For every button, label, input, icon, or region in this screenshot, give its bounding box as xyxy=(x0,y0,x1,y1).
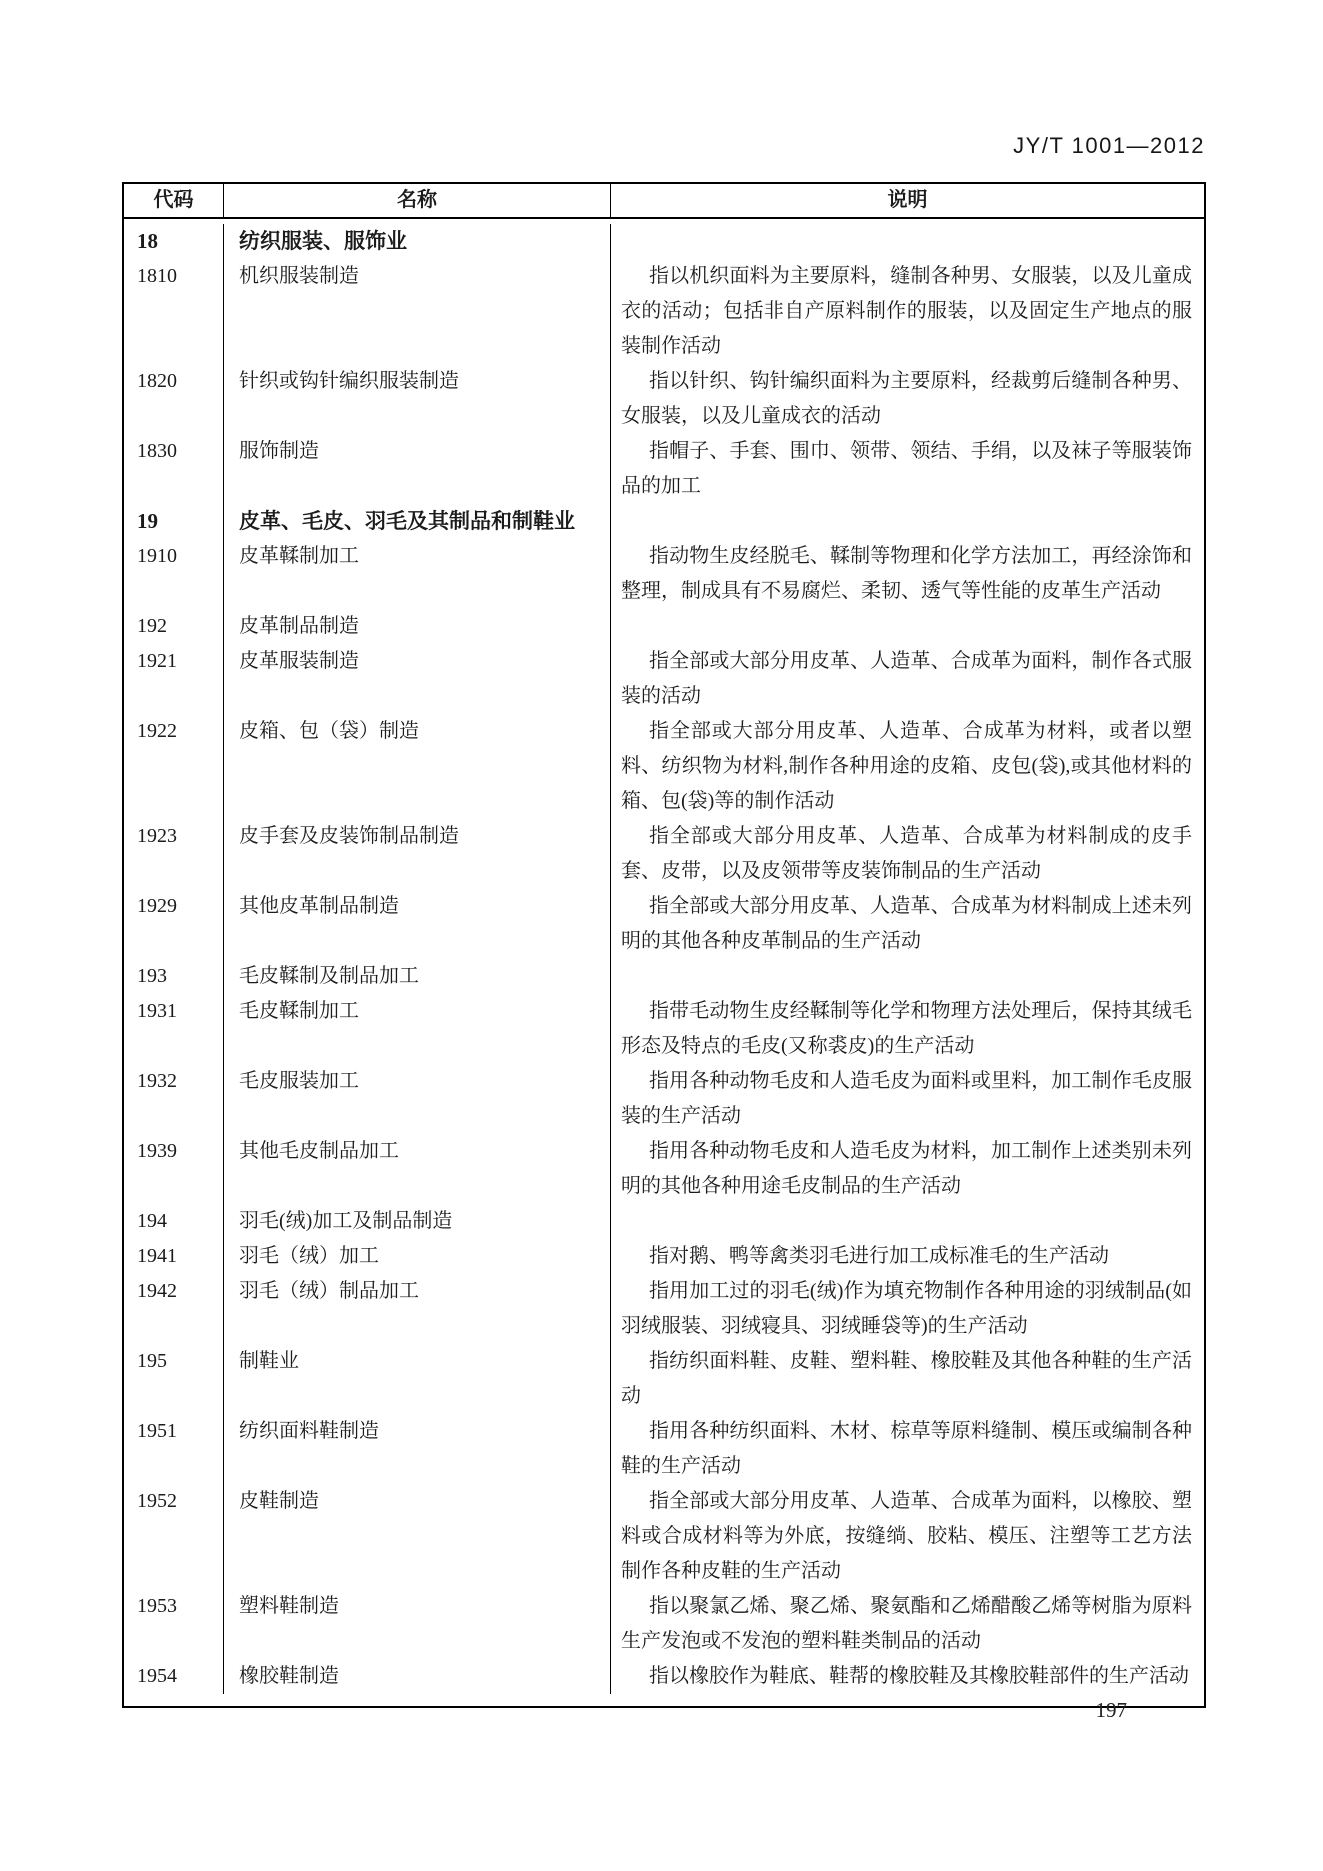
row-code: 1929 xyxy=(137,895,177,917)
table-body xyxy=(124,219,1204,1706)
table-row xyxy=(124,1659,1204,1694)
row-code: 18 xyxy=(137,229,158,253)
row-description-text: 指动物生皮经脱毛、鞣制等物理和化学方法加工，再经涂饰和整理，制成具有不易腐烂、柔韧、透气等性能的皮革生产活动 xyxy=(621,545,1192,602)
table-row xyxy=(124,609,1204,644)
row-description xyxy=(610,1484,1204,1589)
table-row xyxy=(124,1414,1204,1484)
table-row xyxy=(124,714,1204,819)
row-name: 皮鞋制造 xyxy=(223,1484,610,1589)
row-code: 1952 xyxy=(137,1490,177,1512)
row-name: 毛皮鞣制及制品加工 xyxy=(223,959,610,994)
standard-code-header: JY/T 1001—2012 xyxy=(1013,133,1205,158)
row-description xyxy=(610,994,1204,1064)
row-code: 19 xyxy=(137,509,158,533)
table-row xyxy=(124,504,1204,539)
row-name: 羽毛(绒)加工及制品制造 xyxy=(223,1204,610,1239)
row-description xyxy=(610,1239,1204,1274)
row-code: 1820 xyxy=(137,370,177,392)
row-code: 1923 xyxy=(137,825,177,847)
row-description xyxy=(610,1589,1204,1659)
table-row xyxy=(124,364,1204,434)
row-description xyxy=(610,364,1204,434)
row-description-text: 指以聚氯乙烯、聚乙烯、聚氨酯和乙烯醋酸乙烯等树脂为原料生产发泡或不发泡的塑料鞋类制品的活动 xyxy=(621,1595,1192,1652)
row-description-text: 指对鹅、鸭等禽类羽毛进行加工成标准毛的生产活动 xyxy=(649,1245,1109,1267)
row-name: 皮革服装制造 xyxy=(223,644,610,714)
row-description xyxy=(610,1659,1204,1694)
row-description xyxy=(610,1134,1204,1204)
row-code: 1910 xyxy=(137,545,177,567)
row-description-text: 指以针织、钩针编织面料为主要原料，经裁剪后缝制各种男、女服装，以及儿童成衣的活动 xyxy=(621,370,1192,427)
row-description xyxy=(610,609,1204,644)
table-row xyxy=(124,1589,1204,1659)
row-name: 羽毛（绒）制品加工 xyxy=(223,1274,610,1344)
table-row xyxy=(124,539,1204,609)
table-row xyxy=(124,224,1204,259)
row-code: 1951 xyxy=(137,1420,177,1442)
row-description xyxy=(610,1204,1204,1239)
row-code: 1941 xyxy=(137,1245,177,1267)
table-header-row xyxy=(124,184,1204,219)
row-name: 纺织服装、服饰业 xyxy=(223,224,610,259)
row-description-text: 指全部或大部分用皮革、人造革、合成革为材料制成的皮手套、皮带，以及皮领带等皮装饰制品的生产活动 xyxy=(621,825,1192,882)
row-name: 皮箱、包（袋）制造 xyxy=(223,714,610,819)
table-row xyxy=(124,644,1204,714)
table-row xyxy=(124,1064,1204,1134)
row-name: 其他毛皮制品加工 xyxy=(223,1134,610,1204)
column-header-description: 说明 xyxy=(610,184,1204,217)
page-number: 197 xyxy=(1095,1698,1127,1722)
table-row xyxy=(124,1204,1204,1239)
row-name: 羽毛（绒）加工 xyxy=(223,1239,610,1274)
row-code: 192 xyxy=(137,615,167,637)
row-description-text: 指用各种纺织面料、木材、棕草等原料缝制、模压或编制各种鞋的生产活动 xyxy=(621,1420,1192,1477)
row-code: 1931 xyxy=(137,1000,177,1022)
row-code: 1954 xyxy=(137,1665,177,1687)
row-description-text: 指用各种动物毛皮和人造毛皮为面料或里料，加工制作毛皮服装的生产活动 xyxy=(621,1070,1192,1127)
row-description xyxy=(610,224,1204,259)
row-name: 皮革鞣制加工 xyxy=(223,539,610,609)
row-code: 1932 xyxy=(137,1070,177,1092)
row-description xyxy=(610,434,1204,504)
row-name: 针织或钩针编织服装制造 xyxy=(223,364,610,434)
row-description xyxy=(610,1274,1204,1344)
row-description xyxy=(610,644,1204,714)
row-name: 皮手套及皮装饰制品制造 xyxy=(223,819,610,889)
row-description xyxy=(610,1414,1204,1484)
table-row xyxy=(124,1274,1204,1344)
table-row xyxy=(124,959,1204,994)
row-description-text: 指以橡胶作为鞋底、鞋帮的橡胶鞋及其橡胶鞋部件的生产活动 xyxy=(649,1665,1189,1687)
table-row xyxy=(124,1239,1204,1274)
row-description xyxy=(610,259,1204,364)
row-description xyxy=(610,889,1204,959)
row-description xyxy=(610,539,1204,609)
table-row xyxy=(124,819,1204,889)
table-row xyxy=(124,1134,1204,1204)
row-description-text: 指以机织面料为主要原料，缝制各种男、女服装，以及儿童成衣的活动；包括非自产原料制作的服装，以及固定生产地点的服装制作活动 xyxy=(621,265,1192,357)
row-name: 皮革制品制造 xyxy=(223,609,610,644)
table-row xyxy=(124,434,1204,504)
row-description-text: 指纺织面料鞋、皮鞋、塑料鞋、橡胶鞋及其他各种鞋的生产活动 xyxy=(621,1350,1192,1407)
row-description-text: 指帽子、手套、围巾、领带、领结、手绢，以及袜子等服装饰品的加工 xyxy=(621,440,1192,497)
row-description-text: 指用各种动物毛皮和人造毛皮为材料，加工制作上述类别未列明的其他各种用途毛皮制品的生产活动 xyxy=(621,1140,1192,1197)
row-description xyxy=(610,1064,1204,1134)
row-name: 服饰制造 xyxy=(223,434,610,504)
table-row xyxy=(124,889,1204,959)
row-name: 塑料鞋制造 xyxy=(223,1589,610,1659)
column-header-code: 代码 xyxy=(153,189,194,211)
row-description-text: 指全部或大部分用皮革、人造革、合成革为面料，制作各式服装的活动 xyxy=(621,650,1192,707)
column-header-name: 名称 xyxy=(223,184,610,217)
row-description xyxy=(610,959,1204,994)
row-name: 其他皮革制品制造 xyxy=(223,889,610,959)
row-code: 1953 xyxy=(137,1595,177,1617)
row-name: 纺织面料鞋制造 xyxy=(223,1414,610,1484)
classification-table xyxy=(122,182,1206,1708)
row-description-text: 指用加工过的羽毛(绒)作为填充物制作各种用途的羽绒制品(如羽绒服装、羽绒寝具、羽绒睡袋等)的生产活动 xyxy=(621,1280,1192,1337)
row-description-text: 指全部或大部分用皮革、人造革、合成革为材料，或者以塑料、纺织物为材料,制作各种用途的皮箱、皮包(袋),或其他材料的箱、包(袋)等的制作活动 xyxy=(621,720,1192,812)
row-name: 皮革、毛皮、羽毛及其制品和制鞋业 xyxy=(223,504,610,539)
row-description xyxy=(610,504,1204,539)
row-name: 毛皮服装加工 xyxy=(223,1064,610,1134)
row-code: 194 xyxy=(137,1210,167,1232)
row-name: 机织服装制造 xyxy=(223,259,610,364)
row-code: 1921 xyxy=(137,650,177,672)
row-name: 橡胶鞋制造 xyxy=(223,1659,610,1694)
row-description-text: 指带毛动物生皮经鞣制等化学和物理方法处理后，保持其绒毛形态及特点的毛皮(又称裘皮)的生产活动 xyxy=(621,1000,1192,1057)
row-description-text: 指全部或大部分用皮革、人造革、合成革为材料制成上述未列明的其他各种皮革制品的生产活动 xyxy=(621,895,1192,952)
row-code: 1830 xyxy=(137,440,177,462)
row-code: 1922 xyxy=(137,720,177,742)
row-code: 1942 xyxy=(137,1280,177,1302)
row-name: 毛皮鞣制加工 xyxy=(223,994,610,1064)
row-name: 制鞋业 xyxy=(223,1344,610,1414)
row-description-text: 指全部或大部分用皮革、人造革、合成革为面料，以橡胶、塑料或合成材料等为外底，按缝绱、胶粘、模压、注塑等工艺方法制作各种皮鞋的生产活动 xyxy=(621,1490,1192,1582)
row-code: 195 xyxy=(137,1350,167,1372)
table-row xyxy=(124,1344,1204,1414)
row-description xyxy=(610,819,1204,889)
row-code: 1939 xyxy=(137,1140,177,1162)
row-code: 1810 xyxy=(137,265,177,287)
table-row xyxy=(124,1484,1204,1589)
row-description xyxy=(610,714,1204,819)
row-description xyxy=(610,1344,1204,1414)
table-row xyxy=(124,994,1204,1064)
table-row xyxy=(124,259,1204,364)
row-code: 193 xyxy=(137,965,167,987)
